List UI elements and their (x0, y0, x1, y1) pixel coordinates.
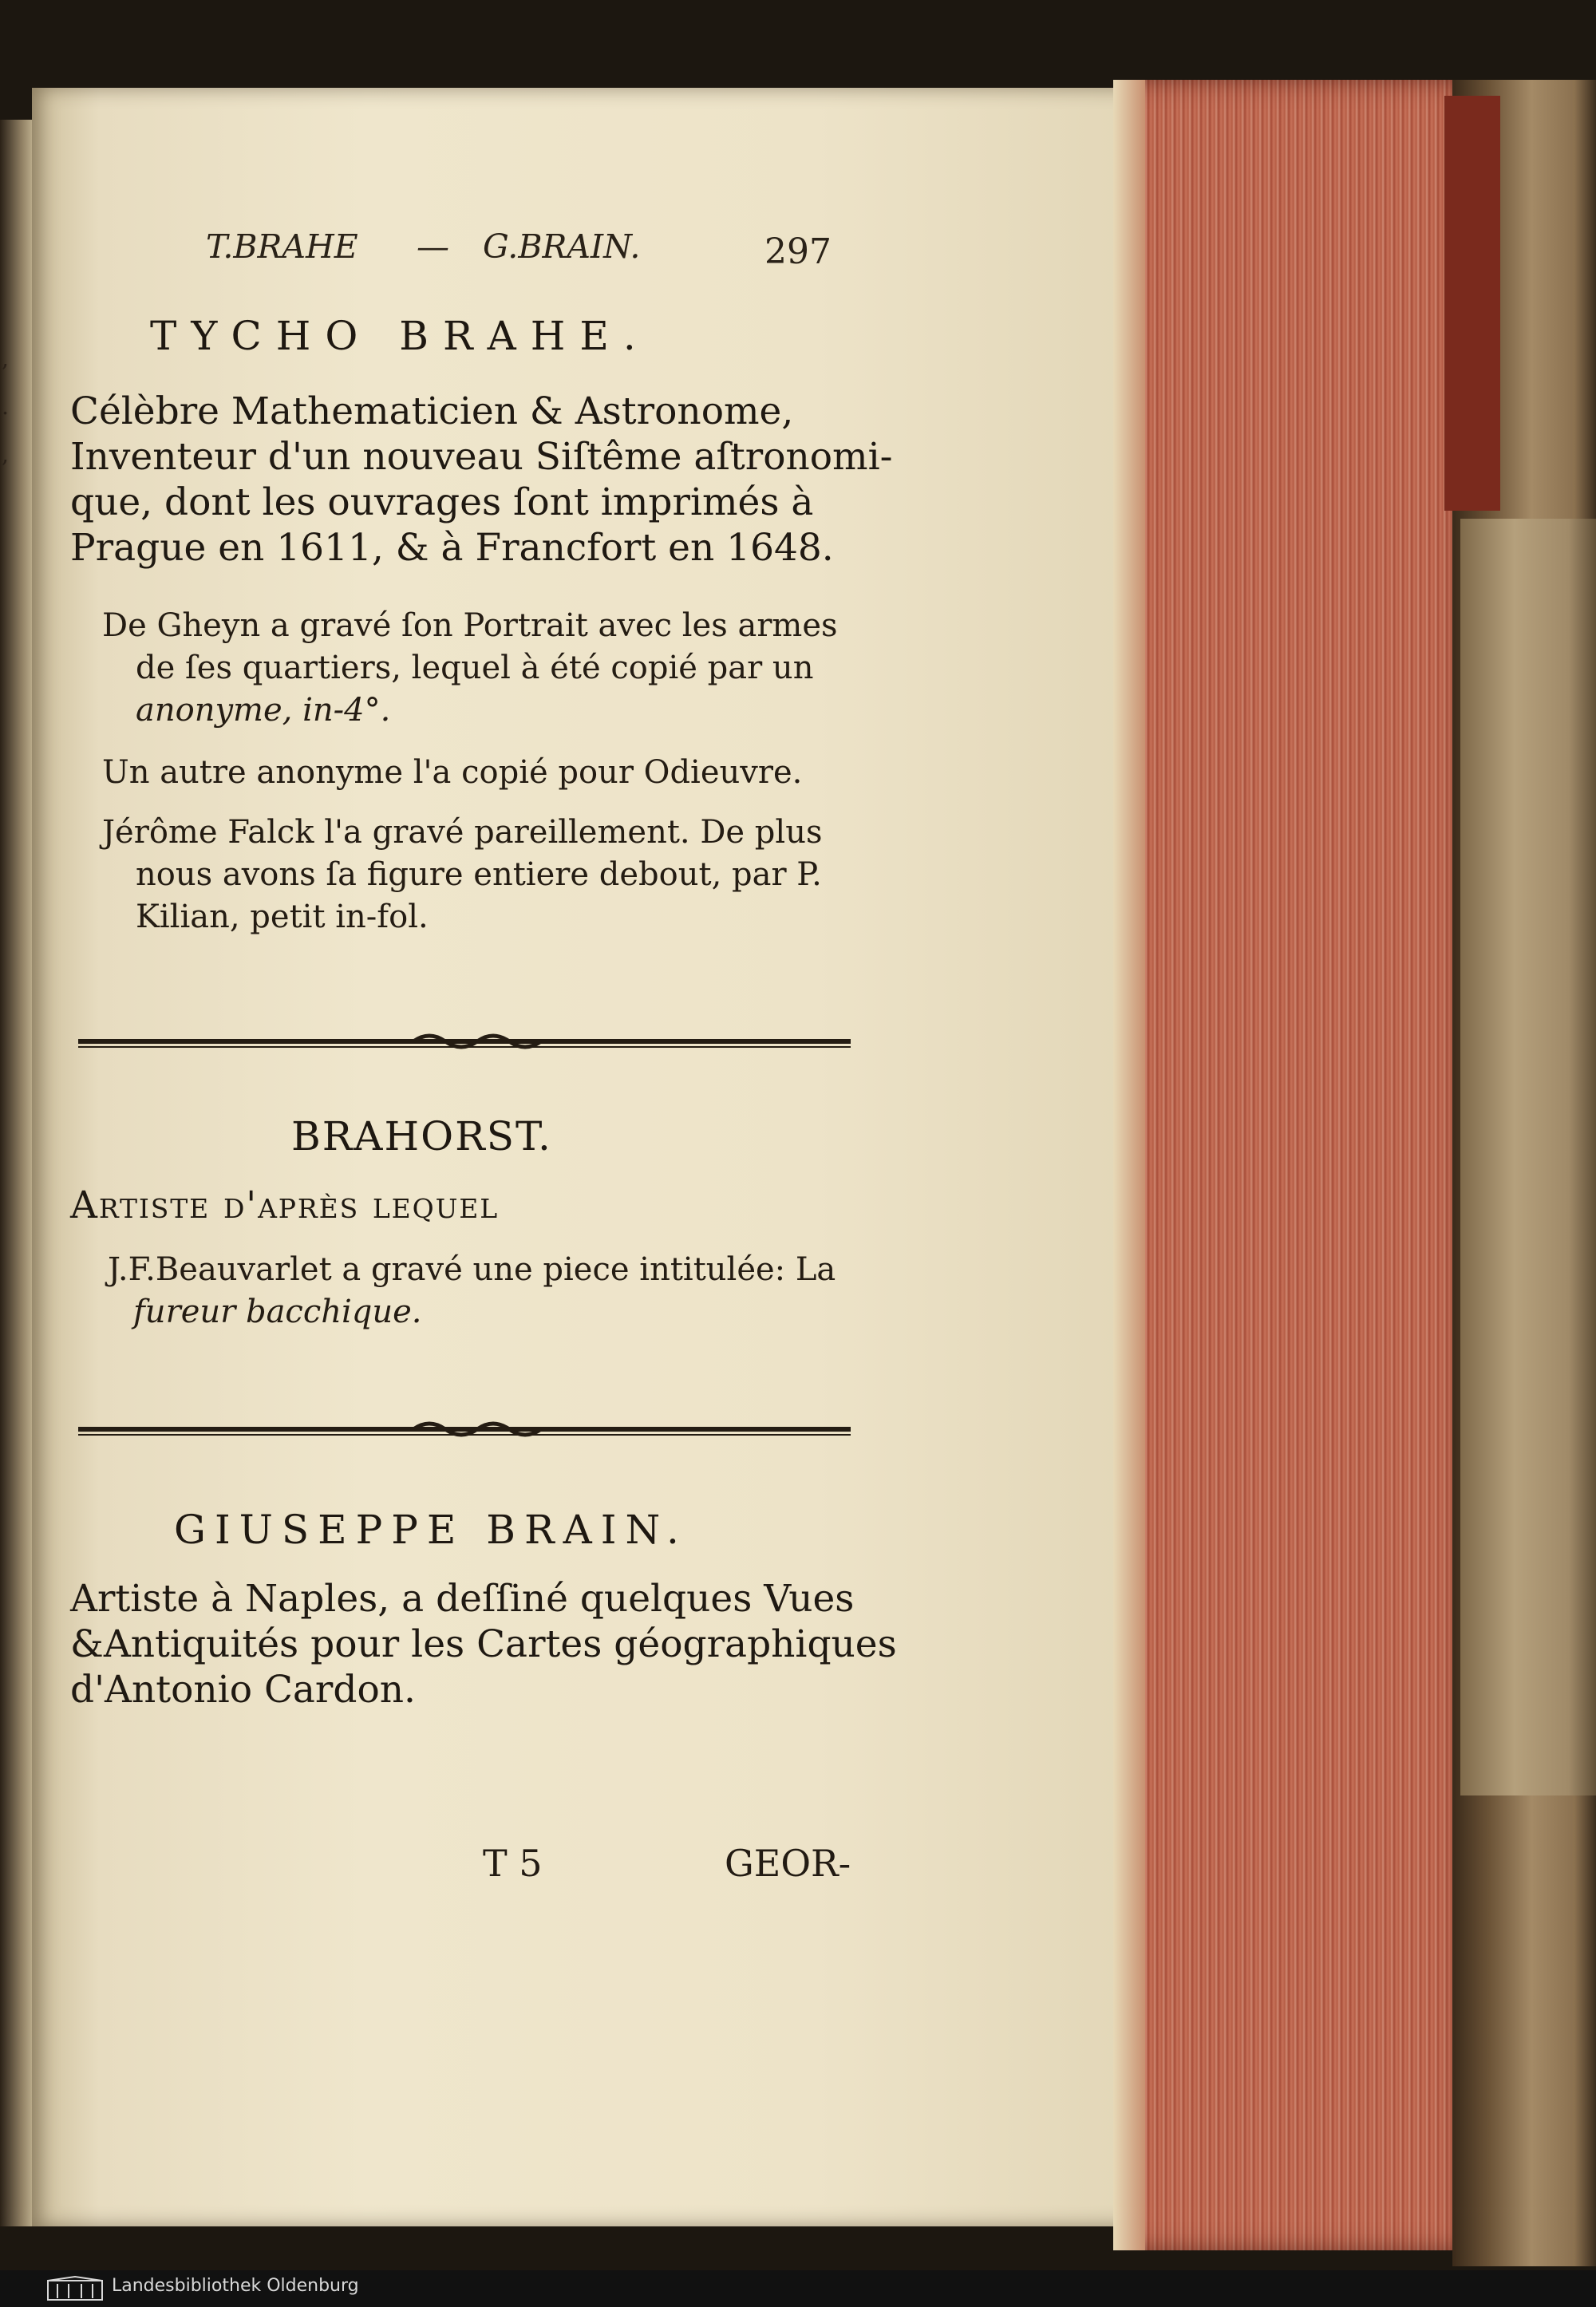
running-title-right: G.BRAIN. (483, 227, 641, 266)
note-line: fureur bacchique. (133, 1294, 422, 1330)
entry-lead-tycho-brahe (70, 389, 893, 571)
page-gutter-shadow (1113, 80, 1145, 2250)
running-title-dash: — (417, 227, 449, 266)
entry-lead-brahorst (70, 1183, 499, 1228)
lead-line: Prague en 1611, & à Francfort en 1648. (70, 526, 834, 570)
note-line: Un autre anonyme l'a copié pour Odieuvre. (102, 754, 803, 791)
ornamental-divider (78, 1419, 851, 1440)
note-line: de ſes quartiers, lequel à été copié par un (136, 650, 814, 686)
note-line: Kilian, petit in-fol. (136, 899, 429, 935)
book-cover-red-label (1444, 96, 1500, 511)
book-cover-spine-light (1460, 519, 1596, 1795)
signature-mark: T 5 (483, 1842, 543, 1885)
lead-line: que, dont les ouvrages ſont imprimés à (70, 480, 814, 524)
note-line: anonyme, in-4°. (136, 692, 391, 729)
red-page-edges (1113, 80, 1464, 2250)
note-line: nous avons ſa figure entiere debout, par P. (136, 856, 822, 893)
note-line: J.F.Beauvarlet a gravé une piece intitulée: La (108, 1251, 836, 1288)
lead-line: Célèbre Mathematicien & Astronome, (70, 389, 794, 433)
lead-line: Inventeur d'un nouveau Siſtême aſtronomi- (70, 435, 893, 479)
previous-page-margin-marks: , . , (2, 346, 9, 468)
note-beauvarlet (108, 1249, 836, 1333)
lead-line: Artiste à Naples, a deſſiné quelques Vues (70, 1577, 855, 1621)
running-title-left: T.BRAHE (206, 227, 358, 266)
library-building-icon (46, 2276, 104, 2301)
note-falck (102, 812, 822, 938)
note-de-gheyn (102, 605, 838, 732)
library-label: Landesbibliothek Oldenburg (112, 2276, 359, 2296)
ornamental-divider (78, 1031, 851, 1052)
entry-lead-giuseppe-brain (70, 1576, 897, 1712)
lead-line: &Antiquités pour les Cartes géographiques (70, 1622, 897, 1666)
catchword: GEOR- (725, 1842, 851, 1885)
page-number: 297 (764, 231, 832, 272)
lead-line: Artiste d'après lequel (70, 1183, 500, 1227)
note-line: Jérôme Falck l'a gravé pareillement. De plus (102, 814, 823, 851)
lead-line: d'Antonio Cardon. (70, 1668, 416, 1712)
entry-title-giuseppe-brain: GIUSEPPE BRAIN. (174, 1507, 688, 1553)
entry-title-tycho-brahe: TYCHO BRAHE. (150, 313, 650, 359)
entry-title-brahorst: BRAHORST. (291, 1113, 552, 1159)
note-odieuvre (102, 752, 802, 794)
note-line: De Gheyn a gravé ſon Portrait avec les armes (102, 607, 838, 644)
